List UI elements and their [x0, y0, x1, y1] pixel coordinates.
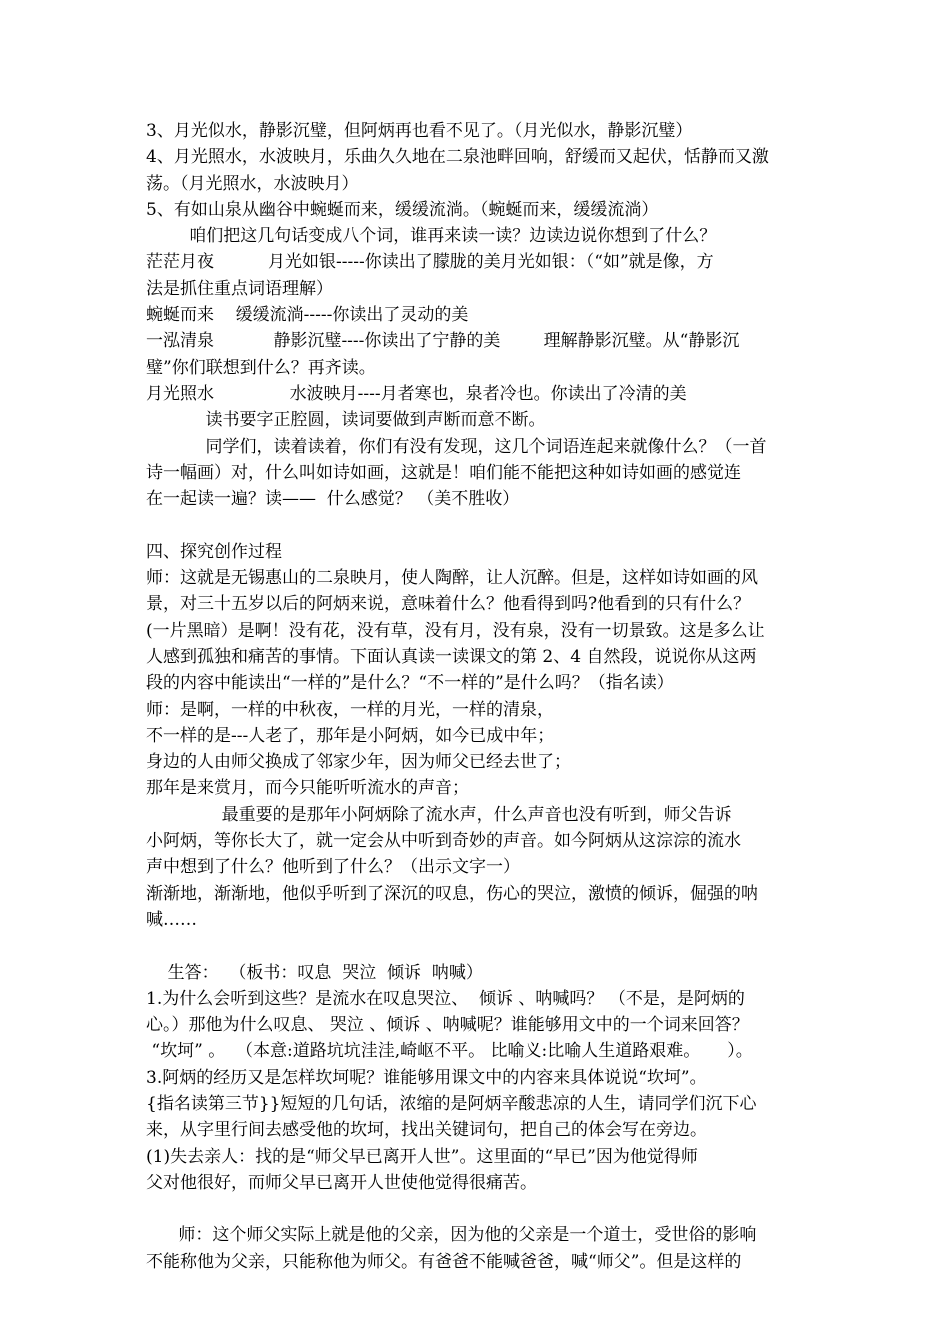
text-line: 月光照水 水波映月----月者寒也，泉者冷也。你读出了冷清的美: [146, 383, 687, 404]
text-line: 心。）那他为什么叹息、 哭泣 、倾诉 、呐喊呢？谁能够用文中的一个词来回答？: [146, 1015, 749, 1036]
text-line: 父对他很好，而师父早已离开人世使他觉得很痛苦。: [146, 1172, 537, 1193]
text-line: 师：是啊，一样的中秋夜，一样的月光，一样的清泉，: [146, 699, 554, 720]
text-line: 不能称他为父亲，只能称他为师父。有爸爸不能喊爸爸，喊“师父”。但是这样的: [146, 1251, 742, 1272]
text-line: “坎坷” 。 （本意:道路坑坑洼洼,崎岖不平。 比喻义:比喻人生道路艰难。 ）。: [146, 1041, 753, 1062]
lesson-text: [146, 118, 816, 1275]
text-line: 荡。（月光照水，水波映月）: [146, 173, 359, 194]
text-line: 师：这就是无锡惠山的二泉映月，使人陶醉，让人沉醉。但是，这样如诗如画的风: [146, 568, 758, 589]
text-line: 3.阿炳的经历又是怎样坎坷呢？谁能够用课文中的内容来具体说说“坎坷”。: [146, 1067, 707, 1088]
text-line: 同学们，读着读着，你们有没有发现，这几个词语连起来就像什么？（一首: [146, 436, 767, 457]
text-line: 小阿炳，等你长大了，就一定会从中听到奇妙的声音。如今阿炳从这淙淙的流水: [146, 831, 741, 852]
text-line: 景，对三十五岁以后的阿炳来说，意味着什么？他看得到吗?他看到的只有什么？: [146, 594, 751, 615]
text-line: 在一起读一遍？读—— 什么感觉？ （美不胜收）: [146, 489, 520, 510]
text-line: 法是抓住重点词语理解）: [146, 278, 333, 299]
text-line: 段的内容中能读出“一样的”是什么？“不一样的”是什么吗？（指名读）: [146, 673, 674, 694]
blank-line: [146, 1196, 816, 1222]
blank-line: [146, 512, 816, 538]
text-line: 身边的人由师父换成了邻家少年，因为师父已经去世了；: [146, 752, 571, 773]
text-line: 诗一幅画）对，什么叫如诗如画，这就是！咱们能不能把这种如诗如画的感觉连: [146, 462, 741, 483]
blank-line: [146, 933, 816, 959]
text-line: 4、月光照水，水波映月，乐曲久久地在二泉池畔回响，舒缓而又起伏，恬静而又激: [146, 147, 769, 168]
text-line: 读书要字正腔圆，读词要做到声断而意不断。: [146, 410, 546, 431]
text-line: 茫茫月夜 月光如银-----你读出了朦胧的美月光如银：（“如”就是像，方: [146, 252, 714, 273]
text-line: 最重要的是那年小阿炳除了流水声，什么声音也没有听到，师父告诉: [146, 804, 732, 825]
text-line: 5、有如山泉从幽谷中蜿蜒而来，缓缓流淌。（蜿蜒而来，缓缓流淌）: [146, 199, 659, 220]
text-line: 咱们把这几句话变成八个词，谁再来读一读？边读边说你想到了什么？: [146, 226, 717, 247]
text-line: 1.为什么会听到这些？是流水在叹息哭泣、 倾诉 、呐喊吗？ （不是，是阿炳的: [146, 988, 745, 1009]
text-line: 蜿蜒而来 缓缓流淌-----你读出了灵动的美: [146, 305, 469, 326]
text-line: 渐渐地，渐渐地，他似乎听到了深沉的叹息，伤心的哭泣，激愤的倾诉，倔强的呐: [146, 883, 758, 904]
text-line: 生答： （板书：叹息 哭泣 倾诉 呐喊）: [146, 962, 483, 983]
text-line: 一泓清泉 静影沉璧----你读出了宁静的美 理解静影沉璧。从“静影沉: [146, 331, 740, 352]
text-line: 那年是来赏月，而今只能听听流水的声音；: [146, 778, 469, 799]
text-line: 喊……: [146, 909, 197, 930]
text-line: (1)失去亲人：找的是“师父早已离开人世”。这里面的“早已”因为他觉得师: [146, 1146, 698, 1167]
text-line: 师：这个师父实际上就是他的父亲，因为他的父亲是一个道士，受世俗的影响: [146, 1225, 757, 1246]
text-line: 璧”你们联想到什么？再齐读。: [146, 357, 376, 378]
text-line: 人感到孤独和痛苦的事情。下面认真读一读课文的第 2、4 自然段，说说你从这两: [146, 646, 757, 667]
text-line: 不一样的是---人老了，那年是小阿炳，如今已成中年；: [146, 725, 555, 746]
text-line: 3、月光似水，静影沉璧，但阿炳再也看不见了。（月光似水，静影沉璧）: [146, 121, 693, 141]
text-line: 来，从字里行间去感受他的坎坷，找出关键词句，把自己的体会写在旁边。: [146, 1120, 707, 1141]
text-line: {指名读第三节}}短短的几句话，浓缩的是阿炳辛酸悲凉的人生，请同学们沉下心: [146, 1093, 757, 1114]
text-line: (一片黑暗）是啊！没有花，没有草，没有月，没有泉，没有一切景致。这是多么让: [146, 620, 765, 641]
text-line: 声中想到了什么？他听到了什么？（出示文字一）: [146, 857, 520, 878]
section-heading: 四、探究创作过程: [146, 541, 282, 562]
